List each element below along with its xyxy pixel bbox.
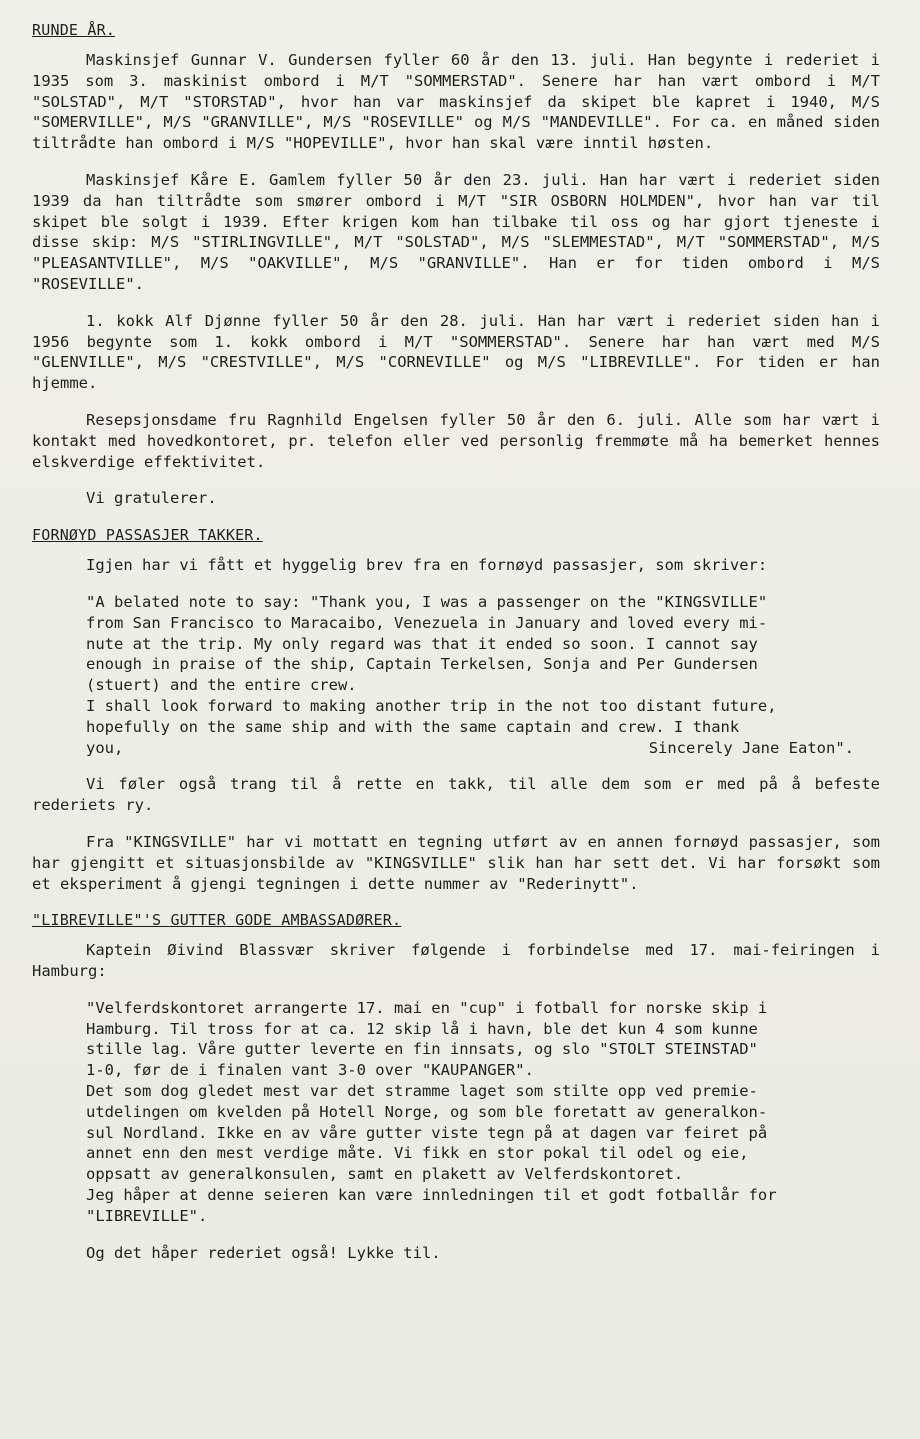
paragraph-djonne: 1. kokk Alf Djønne fyller 50 år den 28. juli. Han har vært i rederiet siden han i 1956 begynte som 1. kokk ombord i M/T "SOMMERSTAD". Senere har han vært med M/S "GLENVILLE", M/S "CRESTVILLE", M/S "CORNEVILLE" og M/S "LIBREVILLE". For tiden er han hjemme. bbox=[32, 311, 880, 393]
quote-line: hopefully on the same ship and with the same captain and crew. I thank bbox=[86, 717, 740, 736]
quote-line: 1-0, før de i finalen vant 3-0 over "KAUPANGER". bbox=[86, 1061, 534, 1080]
quote-line: "A belated note to say: "Thank you, I was a passenger on the "KINGSVILLE" bbox=[86, 592, 768, 611]
paragraph-kaptein-intro: Kaptein Øivind Blassvær skriver følgende i forbindelse med 17. mai-feiringen i Hamburg: bbox=[32, 941, 880, 981]
quote-line: from San Francisco to Maracaibo, Venezuela in January and loved every mi- bbox=[86, 613, 768, 632]
quote-close: you, bbox=[86, 738, 124, 757]
section-heading-runde-ar: RUNDE ÅR. bbox=[32, 21, 116, 39]
paragraph-lykke-til: Og det håper rederiet også! Lykke til. bbox=[86, 1243, 441, 1262]
quote-line: I shall look forward to making another trip in the not too distant future, bbox=[86, 696, 777, 715]
quote-line: Jeg håper at denne seieren kan være innledningen til et godt fotballår for bbox=[86, 1186, 777, 1205]
section-heading-fornoyd: FORNØYD PASSASJER TAKKER. bbox=[32, 526, 263, 545]
quote-line: utdelingen om kvelden på Hotell Norge, og som ble foretatt av generalkon- bbox=[86, 1102, 768, 1121]
paragraph-fornoyd-intro: Igjen har vi fått et hyggelig brev fra en fornøyd passasjer, som skriver: bbox=[86, 556, 768, 575]
quote-signature-row bbox=[86, 738, 880, 759]
quote-line: Hamburg. Til tross for at ca. 12 skip lå i havn, ble det kun 4 som kunne bbox=[86, 1019, 758, 1038]
quote-signature: Sincerely Jane Eaton". bbox=[648, 738, 854, 757]
quote-line: "LIBREVILLE". bbox=[86, 1206, 208, 1225]
paragraph-tegning: Fra "KINGSVILLE" har vi mottatt en tegning utført av en annen fornøyd passasjer, som har gjengitt et situasjonsbilde av "KINGSVILLE" slik han har sett det. Vi har forsøkt som et eksperiment å gjengi tegningen i dette nummer av "Rederinytt". bbox=[32, 832, 880, 893]
quote-line: annet enn den mest verdige måte. Vi fikk en stor pokal til odel og eie, bbox=[86, 1144, 749, 1163]
section-heading-libreville: "LIBREVILLE"'S GUTTER GODE AMBASSADØRER. bbox=[32, 911, 402, 930]
paragraph-gamlem: Maskinsjef Kåre E. Gamlem fyller 50 år den 23. juli. Han har vært i rederiet siden 1939 da han tiltrådte som smører ombord i M/T "SIR OSBORN HOLMDEN", hvor han var til skipet ble solgt i 1939. Efter krigen kom han tilbake til oss og har gjort tjeneste i disse skip: M/S "STIRLINGVILLE", M/T "SOLSTAD", M/S "SLEMMESTAD", M/T "SOMMERSTAD", M/S "PLEASANTVILLE", M/S "OAKVILLE", M/S "GRANVILLE". Han er for tiden ombord i M/S "ROSEVILLE". bbox=[32, 170, 880, 293]
quote-line: nute at the trip. My only regard was that it ended so soon. I cannot say bbox=[86, 634, 758, 653]
letter-quote-eaton bbox=[86, 592, 880, 758]
quote-line: sul Nordland. Ikke en av våre gutter viste tegn på at dagen var feiret på bbox=[86, 1123, 768, 1142]
letter-quote-blassvaer bbox=[86, 998, 880, 1227]
paragraph-takk: Vi føler også trang til å rette en takk, til alle dem som er med på å befeste rederiets ry. bbox=[32, 775, 880, 815]
paragraph-engelsen: Resepsjonsdame fru Ragnhild Engelsen fyller 50 år den 6. juli. Alle som har vært i kontakt med hovedkontoret, pr. telefon eller ved personlig fremmøte må ha bemerket hennes elskverdige effektivitet. bbox=[32, 410, 880, 471]
quote-line: enough in praise of the ship, Captain Terkelsen, Sonja and Per Gundersen bbox=[86, 655, 758, 674]
quote-line: "Velferdskontoret arrangerte 17. mai en "cup" i fotball for norske skip i bbox=[86, 998, 768, 1017]
quote-line: (stuert) and the entire crew. bbox=[86, 676, 357, 695]
quote-line: Det som dog gledet mest var det stramme laget som stilte opp ved premie- bbox=[86, 1082, 758, 1101]
quote-line: stille lag. Våre gutter leverte en fin innsats, og slo "STOLT STEINSTAD" bbox=[86, 1040, 758, 1059]
paragraph-gratulerer: Vi gratulerer. bbox=[86, 489, 217, 508]
quote-line: oppsatt av generalkonsulen, samt en plakett av Velferdskontoret. bbox=[86, 1165, 684, 1184]
paragraph-gundersen: Maskinsjef Gunnar V. Gundersen fyller 60 år den 13. juli. Han begynte i rederiet i 1935 som 3. maskinist ombord i M/T "SOMMERSTAD". Senere har han vært ombord i M/T "SOLSTAD", M/T "STORSTAD", hvor han var maskinsjef da skipet ble kapret i 1940, M/S "SOMERVILLE", M/S "GRANVILLE", M/S "ROSEVILLE" og M/S "MANDEVILLE". For ca. en måned siden tiltrådte han ombord i M/S "HOPEVILLE", hvor han skal være inntil høsten. bbox=[32, 51, 880, 153]
